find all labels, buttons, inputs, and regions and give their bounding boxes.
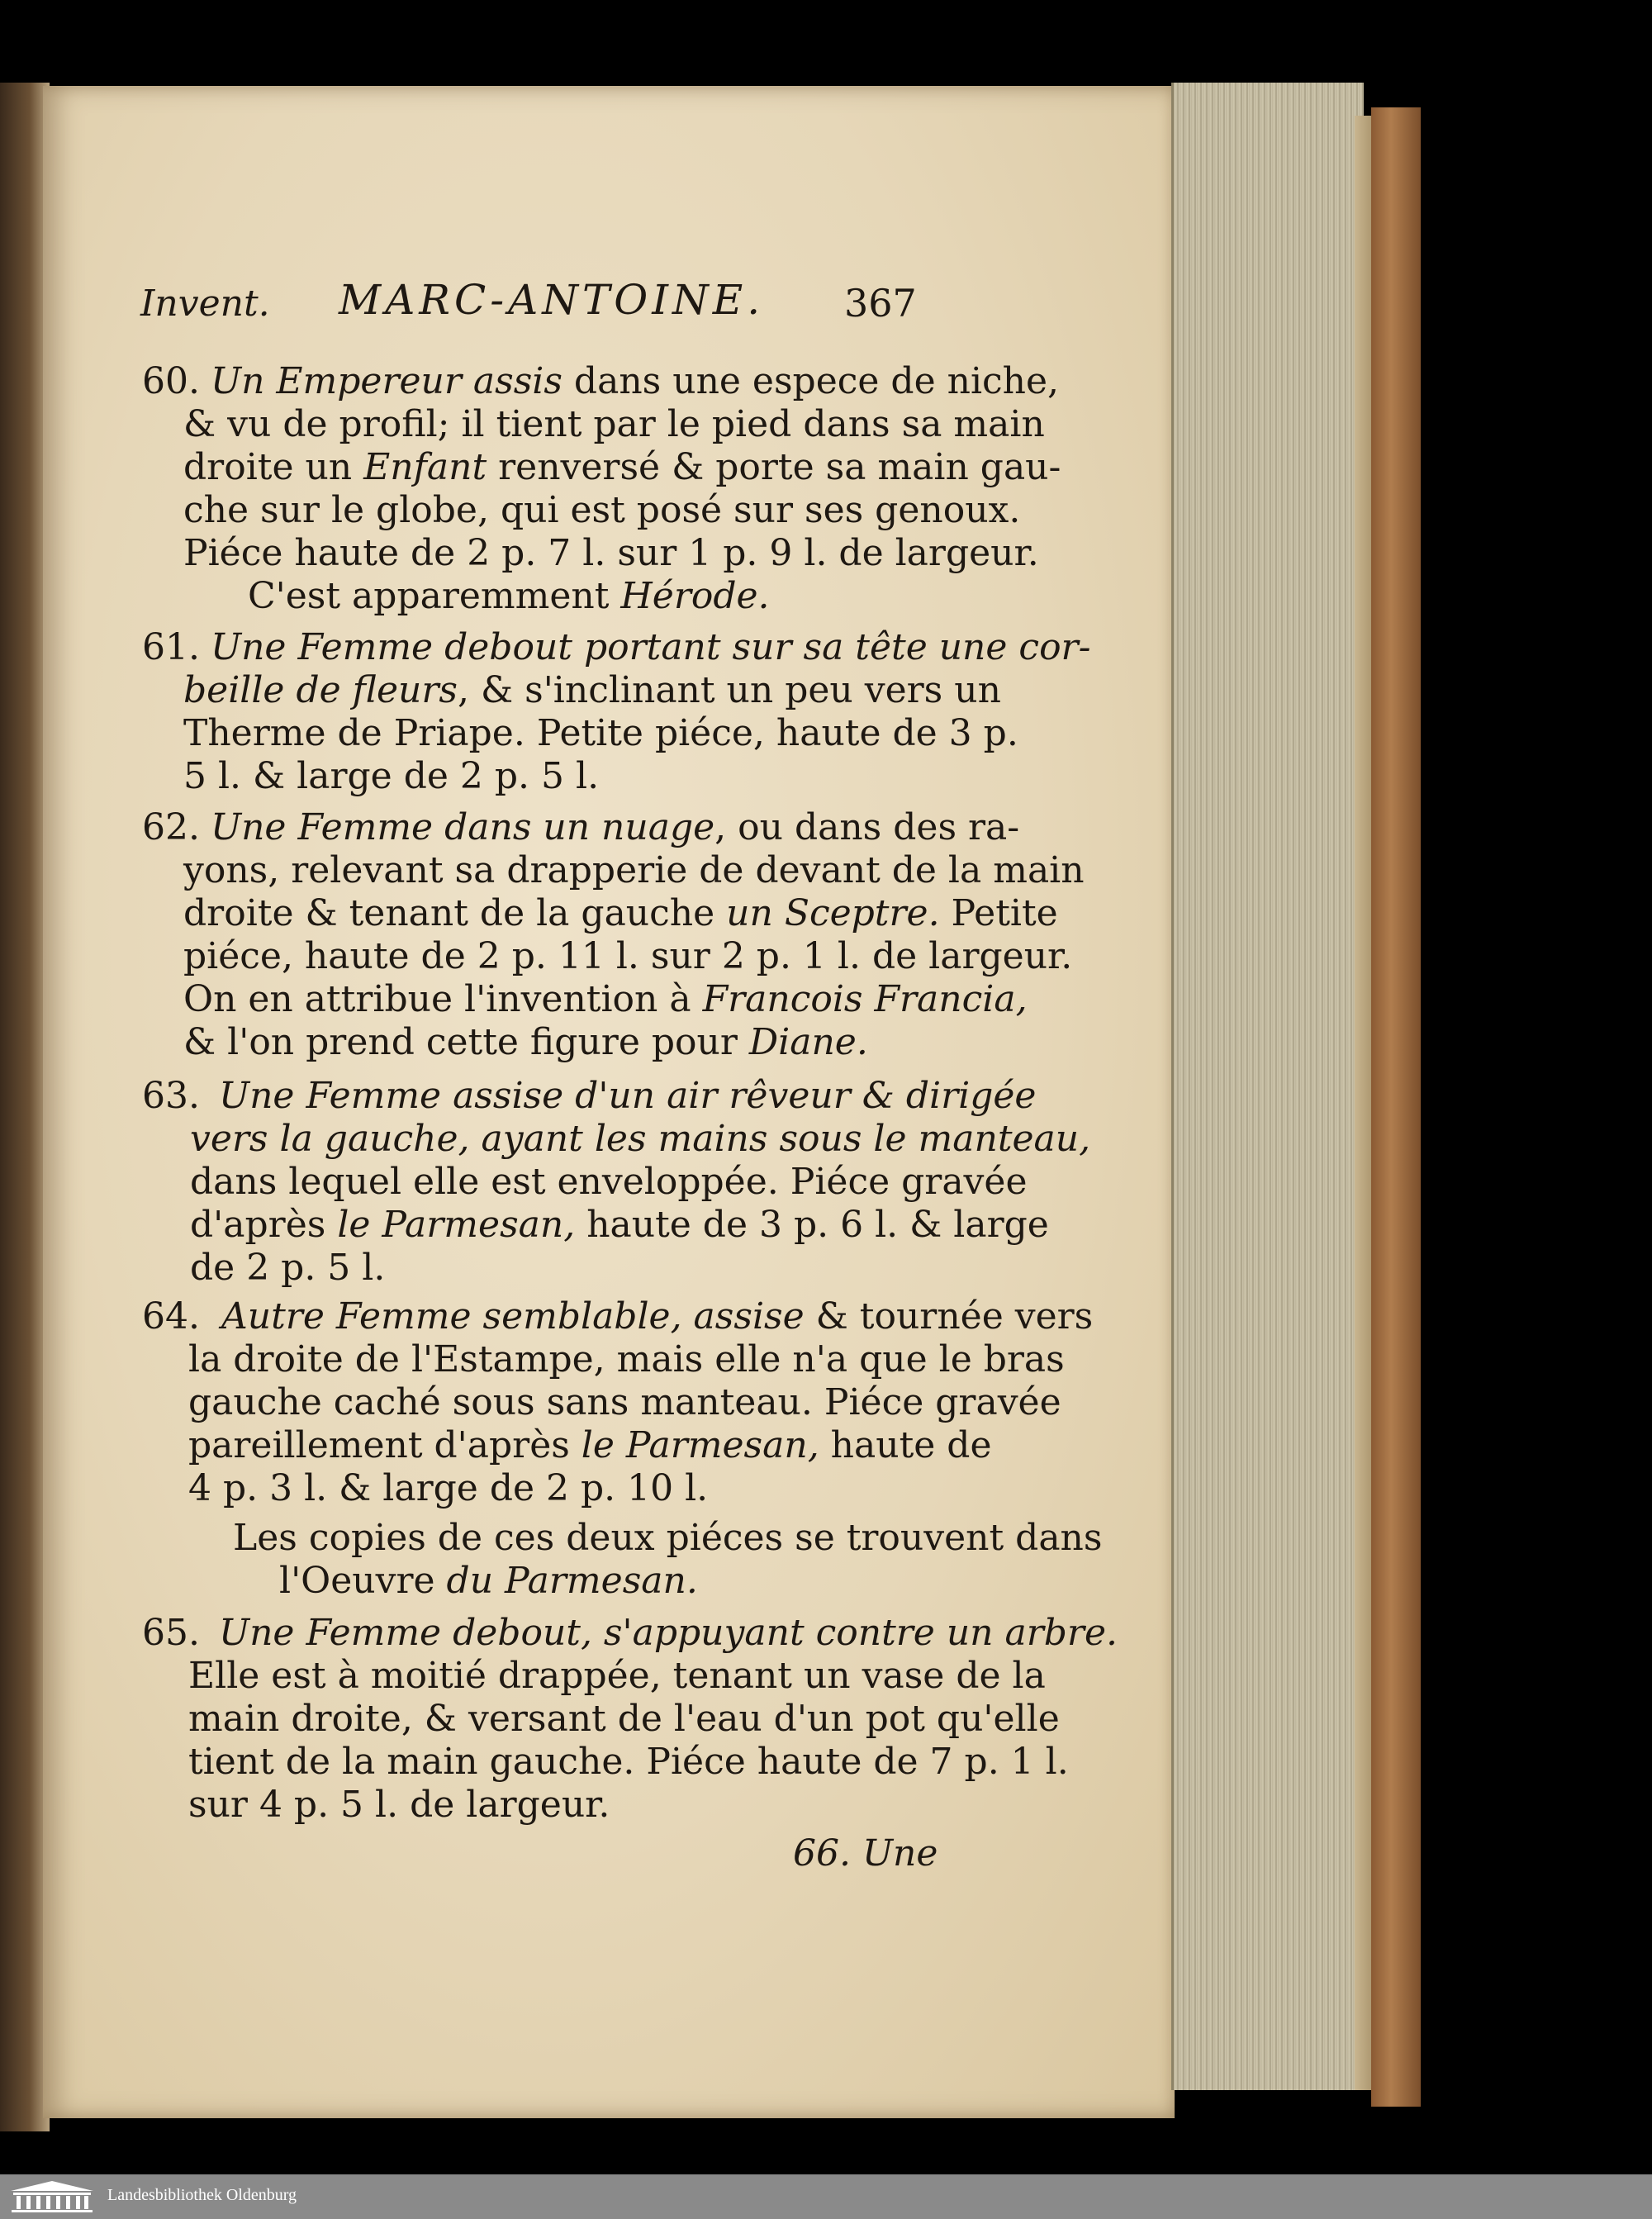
- roman-segment: C'est apparemment: [248, 575, 621, 617]
- roman-segment: 5 l. & large de 2 p. 5 l.: [183, 755, 600, 797]
- roman-segment: Petite: [939, 892, 1058, 934]
- text-line: [188, 1424, 992, 1466]
- roman-segment: de 2 p. 5 l.: [190, 1247, 386, 1289]
- roman-segment: droite un: [183, 446, 364, 488]
- text-line: [248, 575, 770, 617]
- roman-segment: dans lequel elle est enveloppée. Piéce gravée: [190, 1161, 1028, 1203]
- text-line: [188, 1467, 709, 1509]
- italic-segment: vers la gauche, ayant les mains sous le manteau,: [190, 1118, 1091, 1160]
- roman-segment: haute de 3 p. 6 l. & large: [575, 1204, 1049, 1246]
- roman-segment: 4 p. 3 l. & large de 2 p. 10 l.: [188, 1467, 709, 1509]
- text-line: [183, 1021, 868, 1063]
- italic-segment: Francois Francia,: [702, 978, 1028, 1020]
- text-line: [183, 532, 1039, 574]
- italic-segment: le Parmesan,: [581, 1424, 819, 1466]
- roman-segment: pareillement d'après: [188, 1424, 582, 1466]
- text-line: [221, 1295, 1094, 1338]
- italic-segment: Un Empereur assis: [211, 360, 563, 402]
- text-line: [183, 892, 1058, 934]
- roman-segment: On en attribue l'invention à: [183, 978, 703, 1020]
- roman-segment: gauche caché sous sans manteau. Piéce gravée: [188, 1381, 1061, 1423]
- roman-segment: yons, relevant sa drapperie de devant de la main: [183, 849, 1085, 891]
- text-line: [183, 849, 1085, 891]
- entry-number: 64.: [142, 1295, 200, 1338]
- roman-segment: Therme de Priape. Petite piéce, haute de 3 p.: [183, 712, 1018, 754]
- page-title: MARC-ANTOINE.: [339, 276, 765, 324]
- page-number: 367: [844, 281, 917, 325]
- roman-segment: , & s'inclinant un peu vers un: [457, 669, 1001, 711]
- text-line: [188, 1698, 1060, 1740]
- italic-segment: beille de fleurs: [183, 669, 458, 711]
- roman-segment: droite & tenant de la gauche: [183, 892, 727, 934]
- library-name: Landesbibliothek Oldenburg: [107, 2186, 297, 2204]
- running-head-left: Invent.: [140, 283, 270, 325]
- roman-segment: che sur le globe, qui est posé sur ses genoux.: [183, 489, 1021, 531]
- italic-segment: un Sceptre.: [726, 892, 940, 934]
- text-line: [188, 1381, 1061, 1423]
- entry-number: 61.: [142, 626, 200, 668]
- text-line: [190, 1247, 386, 1289]
- roman-segment: tient de la main gauche. Piéce haute de 7 p. 1 l.: [188, 1741, 1069, 1783]
- roman-segment: Les copies de ces deux piéces se trouvent dans: [233, 1517, 1103, 1559]
- roman-segment: , ou dans des ra-: [714, 806, 1020, 848]
- roman-segment: main droite, & versant de l'eau d'un pot qu'elle: [188, 1698, 1060, 1740]
- text-line: [183, 935, 1073, 977]
- roman-segment: renversé & porte sa main gau-: [487, 446, 1061, 488]
- text-line: [211, 360, 1060, 402]
- text-line: [188, 1784, 610, 1826]
- roman-segment: la droite de l'Estampe, mais elle n'a que le bras: [188, 1338, 1065, 1380]
- italic-segment: Diane.: [748, 1021, 868, 1063]
- italic-segment: Une Femme debout, s'appuyant contre un arbre.: [219, 1612, 1118, 1654]
- roman-segment: d'après: [190, 1204, 338, 1246]
- entry-number: 60.: [142, 360, 200, 402]
- entry-number: 63.: [142, 1075, 200, 1117]
- text-line: [211, 626, 1091, 668]
- roman-segment: sur 4 p. 5 l. de largeur.: [188, 1784, 610, 1826]
- footer-bar: [0, 2174, 1652, 2219]
- italic-segment: le Parmesan,: [337, 1204, 576, 1246]
- text-line: [190, 1161, 1028, 1203]
- entry-number: 62.: [142, 806, 200, 848]
- roman-segment: & l'on prend cette figure pour: [183, 1021, 749, 1063]
- text-line: [183, 403, 1045, 445]
- text-line: [190, 1204, 1049, 1246]
- italic-segment: Une Femme dans un nuage: [211, 806, 715, 848]
- text-line: [183, 978, 1028, 1020]
- roman-segment: piéce, haute de 2 p. 11 l. sur 2 p. 1 l. de largeur.: [183, 935, 1073, 977]
- text-line: [188, 1741, 1069, 1783]
- roman-segment: Piéce haute de 2 p. 7 l. sur 1 p. 9 l. de largeur.: [183, 532, 1039, 574]
- italic-segment: Une Femme debout portant sur sa tête une cor-: [211, 626, 1091, 668]
- text-line: [183, 712, 1018, 754]
- italic-segment: Enfant: [363, 446, 487, 488]
- italic-segment: Autre Femme semblable, assise: [221, 1295, 805, 1338]
- roman-segment: haute de: [819, 1424, 992, 1466]
- text-line: [188, 1338, 1065, 1380]
- italic-segment: du Parmesan.: [446, 1560, 698, 1602]
- italic-segment: Une Femme assise d'un air rêveur & dirigée: [219, 1075, 1037, 1117]
- text-line: [211, 806, 1020, 848]
- roman-segment: dans une espece de niche,: [562, 360, 1060, 402]
- text-line: [188, 1655, 1046, 1697]
- library-building-icon: [7, 2179, 97, 2214]
- text-line: [183, 446, 1061, 488]
- text-line: [219, 1075, 1037, 1117]
- roman-segment: Elle est à moitié drappée, tenant un vase de la: [188, 1655, 1046, 1697]
- catchword: 66. Une: [793, 1832, 938, 1875]
- italic-segment: Hérode.: [620, 575, 770, 617]
- roman-segment: & tournée vers: [804, 1295, 1094, 1338]
- entry-number: 65.: [142, 1612, 200, 1654]
- roman-segment: l'Oeuvre: [279, 1560, 447, 1602]
- text-line: [233, 1517, 1103, 1559]
- text-line: [183, 755, 600, 797]
- text-line: [279, 1560, 698, 1602]
- roman-segment: & vu de profil; il tient par le pied dans sa main: [183, 403, 1045, 445]
- text-line: [183, 669, 1001, 711]
- text-line: [183, 489, 1021, 531]
- text-line: [219, 1612, 1118, 1654]
- text-line: [190, 1118, 1091, 1160]
